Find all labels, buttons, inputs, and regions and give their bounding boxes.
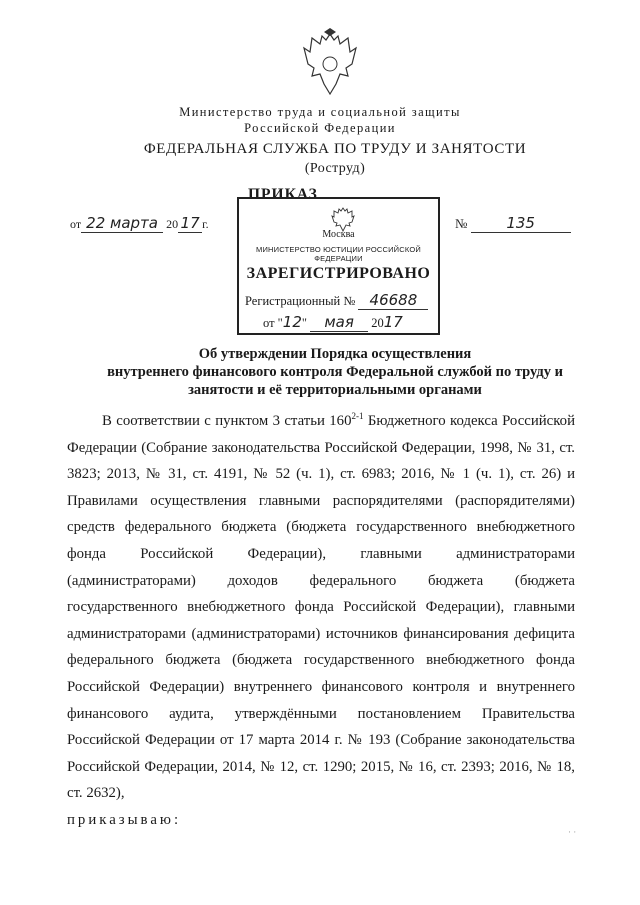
title-line-2: внутреннего финансового контроля Федеральной службой по труду и <box>107 364 563 380</box>
service-name <box>0 140 640 178</box>
ministry-name <box>0 104 640 136</box>
ministry-line-2: Российской Федерации <box>244 121 396 135</box>
stamp-reg-number <box>245 291 428 310</box>
title-line-1: Об утверждении Порядка осуществления <box>198 346 472 362</box>
body-paragraph <box>67 408 575 807</box>
number-value: 135 <box>506 214 535 232</box>
reg-date-quote: " <box>301 316 307 330</box>
order-number <box>455 214 571 233</box>
order-date <box>70 214 209 233</box>
stamp-status: ЗАРЕГИСТРИРОВАНО <box>246 265 431 282</box>
stamp-ministry: МИНИСТЕРСТВО ЮСТИЦИИ РОССИЙСКОЙ ФЕДЕРАЦИИ <box>256 245 421 263</box>
stamp-city: Москва <box>322 229 355 240</box>
reg-date-month: мая <box>324 313 354 331</box>
order-body <box>67 408 575 834</box>
title-line-3: занятости и её территориальными органами <box>188 382 482 398</box>
stamp-reg-date <box>263 313 403 332</box>
date-day-month: 22 марта <box>86 214 158 232</box>
date-year-prefix: 20 <box>166 217 179 231</box>
number-label: № <box>455 216 468 231</box>
reg-date-year-prefix: 20 <box>371 316 384 330</box>
date-suffix: г. <box>202 217 209 231</box>
coat-of-arms-emblem <box>300 28 360 100</box>
reg-label: Регистрационный № <box>245 294 356 308</box>
registration-stamp <box>237 197 440 335</box>
order-verb-line <box>67 807 575 834</box>
reg-date-prefix: от " <box>263 316 283 330</box>
reg-date-year-suffix: 17 <box>383 313 403 331</box>
body-intro: В соответствии с пунктом 3 статьи 160 <box>102 413 352 429</box>
service-short-name: (Роструд) <box>304 161 366 176</box>
date-year-suffix: 17 <box>180 214 200 232</box>
scan-artifact: · · <box>568 827 577 837</box>
document-type: ПРИКАЗ <box>248 186 318 203</box>
reg-number-value: 46688 <box>369 291 418 309</box>
order-title <box>0 345 640 399</box>
article-superscript: 2-1 <box>351 411 364 422</box>
service-full-name: ФЕДЕРАЛЬНАЯ СЛУЖБА ПО ТРУДУ И ЗАНЯТОСТИ <box>143 141 527 157</box>
reg-date-day: 12 <box>282 313 302 331</box>
date-prefix: от <box>70 217 82 231</box>
ministry-line-1: Министерство труда и социальной защиты <box>179 105 461 119</box>
body-text: Бюджетного кодекса Российской Федерации (Собрание законодательства Российской Федерации, 1998, № 31, ст. 3823; 2013, № 31, ст. 4191, № 52 (ч. 1), ст. 6983; 2016, № 1 (ч. 1), ст. 26) и Правилами осуществления главными распорядителями (распорядителями) средств федерального бюджета (бюджета государственного внебюджетного фонда Российской Федерации), главными администраторами (администраторами) доходов федерального бюджета (бюджета государственного внебюджетного фонда Российской Федерации), главными администраторами (администраторами) источников финансирования дефицита федерального бюджета (бюджета государственного внебюджетного фонда Российской Федерации) внутреннего финансового контроля и внутреннего финансового аудита, утверждёнными постановлением Правительства Российской Федерации от 17 марта 2014 г. № 193 (Собрание законодательства Российской Федерации, 2014, № 12, ст. 1290; 2015, № 16, ст. 2393; 2016, № 18, ст. 2632), <box>67 413 575 802</box>
order-verb: приказываю: <box>67 811 182 828</box>
